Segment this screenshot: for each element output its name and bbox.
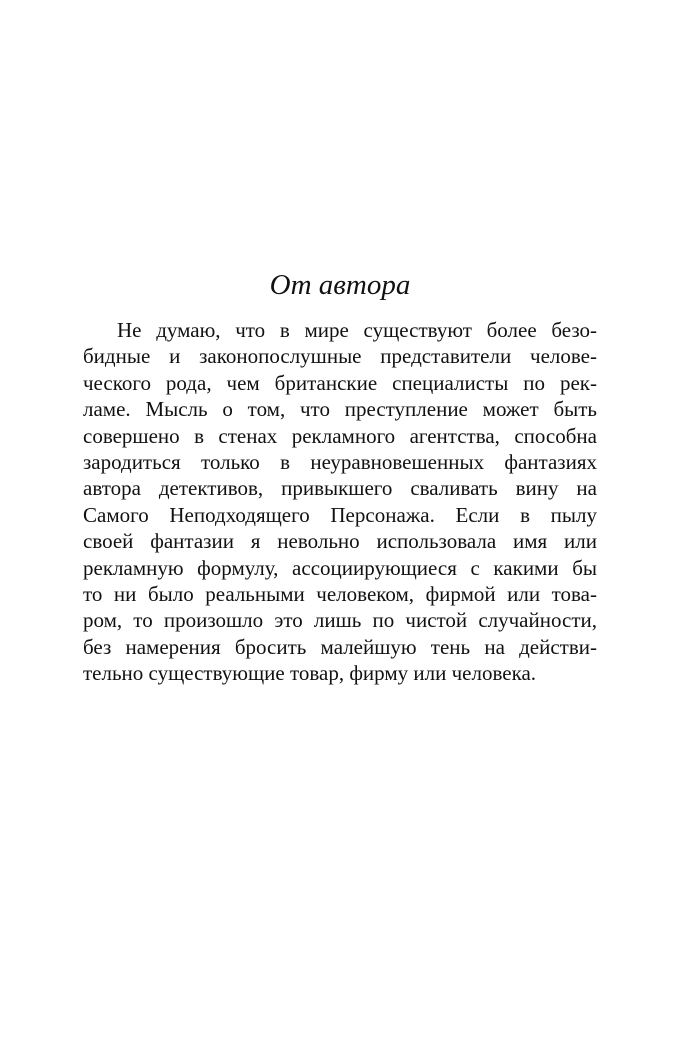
paragraph-line: Не думаю, что в мире существуют более безо- bbox=[117, 318, 597, 342]
paragraph-line: без намерения бросить малейшую тень на действи- bbox=[83, 634, 597, 659]
paragraph-line: автора детективов, привыкшего сваливать вину на bbox=[83, 476, 597, 501]
paragraph-line: совершено в стенах рекламного агентства, способна bbox=[83, 423, 597, 448]
paragraph-line: Самого Неподходящего Персонажа. Если в пылу bbox=[83, 502, 597, 527]
paragraph-line: тельно существующие товар, фирму или человека. bbox=[83, 661, 537, 686]
paragraph-line: то ни было реальными человеком, фирмой или това- bbox=[83, 581, 597, 606]
paragraph-line: бидные и законопослушные представители челове- bbox=[83, 344, 597, 369]
page-title: От автора bbox=[269, 269, 411, 301]
paragraph-line: рекламную формулу, ассоциирующиеся с какими бы bbox=[83, 555, 597, 580]
paragraph-line: своей фантазии я невольно использовала имя или bbox=[83, 529, 597, 554]
paragraph-line: ческого рода, чем британские специалисты по рек- bbox=[83, 370, 597, 395]
paragraph-line: ламе. Мысль о том, что преступление может быть bbox=[83, 397, 597, 422]
author-note-paragraph bbox=[83, 317, 597, 686]
paragraph-line: ром, то произошло это лишь по чистой случайности, bbox=[83, 608, 597, 633]
paragraph-line: зародиться только в неуравновешенных фантазиях bbox=[83, 449, 597, 474]
